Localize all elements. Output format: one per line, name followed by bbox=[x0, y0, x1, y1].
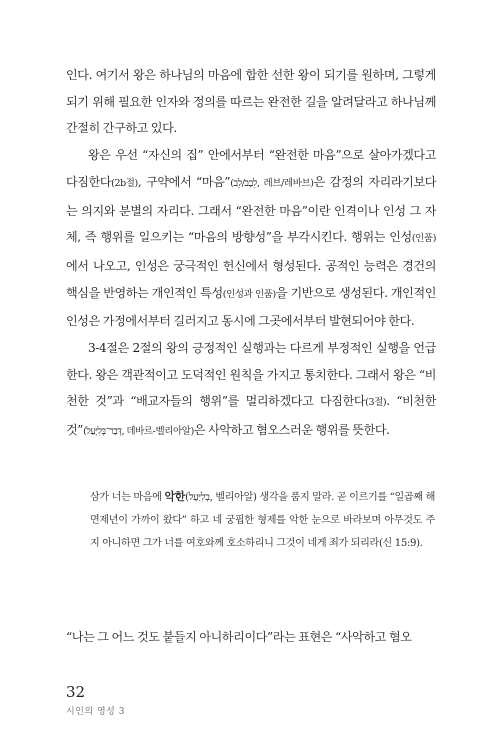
hebrew-term: (דְּבַר־בְּלִיָּעַל, 데바르-벨리아알) bbox=[83, 426, 194, 438]
quote-text-part: . bbox=[419, 537, 423, 549]
page-number: 32 bbox=[66, 683, 86, 701]
hebrew-term: (בְלִיַּעַל, 벨리아알) bbox=[185, 492, 257, 503]
verse-reference: (2b절) bbox=[111, 177, 138, 189]
paragraph-3 bbox=[66, 335, 436, 446]
quote-emphasis: 악한 bbox=[164, 490, 186, 503]
paragraph-3-text: 은 사악하고 혐오스러운 행위를 뜻한다. bbox=[193, 423, 390, 438]
quote-text bbox=[90, 486, 435, 555]
paragraph-2-text: 을 기반으로 생성된다. 개인적인 인성은 가정에서부터 길러지고 동시에 그곳에서부터 발현되어야 한다. bbox=[66, 285, 437, 329]
scripture-citation: (신 15:9) bbox=[378, 537, 420, 549]
paragraph-2-text: 왕은 우선 “자신의 집” 안에서부터 “완전한 마음”으로 살아가겠다고 다짐한다 bbox=[66, 148, 436, 189]
hebrew-term: (לֵבָב/לֵב, 레브/레바브) bbox=[230, 177, 314, 189]
continuing-paragraph bbox=[66, 624, 436, 651]
paragraph-2-text: , 구약에서 “마음” bbox=[137, 174, 231, 189]
paragraph-1-text: 인다. 여기서 왕은 하나님의 마음에 합한 선한 왕이 되기를 원하며, 그렇게 되기 위해 필요한 인자와 정의를 따르는 완전한 길을 알려달라고 하나님께 간절히 간구하고 있다. bbox=[66, 68, 436, 136]
verse-reference: (3절) bbox=[365, 397, 387, 409]
quote-text-part: 생각을 품지 말라. 곧 이르기를 “일곱째 해 면제년이 가까이 왔다” 하고 네 궁핍한 형제를 악한 눈으로 바라보며 아무것도 주지 아니하면 그가 너를 여호와께 호소하리니 그것이 네게 죄가 되리라 bbox=[90, 492, 435, 549]
paragraph-2-text: 에서 나오고, 인성은 궁극적인 헌신에서 형성된다. 공적인 능력은 경건의 핵심을 반영하는 개인적인 특성 bbox=[66, 258, 436, 300]
continuing-paragraph-text: “나는 그 어느 것도 붙들지 아니하리이다”라는 표현은 “사악하고 혐오 bbox=[66, 630, 412, 644]
parenthetical-note: (인성과 인품) bbox=[222, 288, 276, 300]
quote-text-part: 삼가 너는 마음에 bbox=[90, 492, 165, 503]
body-text bbox=[66, 62, 436, 446]
running-footer-title: 시인의 영성 3 bbox=[66, 707, 125, 717]
paragraph-1 bbox=[66, 62, 436, 142]
block-quote bbox=[90, 486, 435, 555]
paragraph-3-text: . “비천한 것” bbox=[66, 394, 436, 438]
parenthetical-note: (인품) bbox=[411, 233, 436, 245]
paragraph-3-text: 3-4절은 2절의 왕의 긍정적인 실행과는 다르게 부정적인 실행을 언급한다. 왕은 객관적이고 도덕적인 원칙을 가지고 통치한다. 그래서 왕은 “비천한 것”과 “배교자들의 행위”를 멀리하겠다고 다짐한다 bbox=[66, 341, 436, 409]
paragraph-2-text: 은 감정의 자리라기보다는 의지와 분별의 자리다. 그래서 “완전한 마음”이란 인격이나 인성 그 자체, 즉 행위를 일으키는 “마음의 방향성”을 부각시킨다. 행위는 인성 bbox=[66, 174, 437, 245]
paragraph-2 bbox=[66, 142, 436, 335]
